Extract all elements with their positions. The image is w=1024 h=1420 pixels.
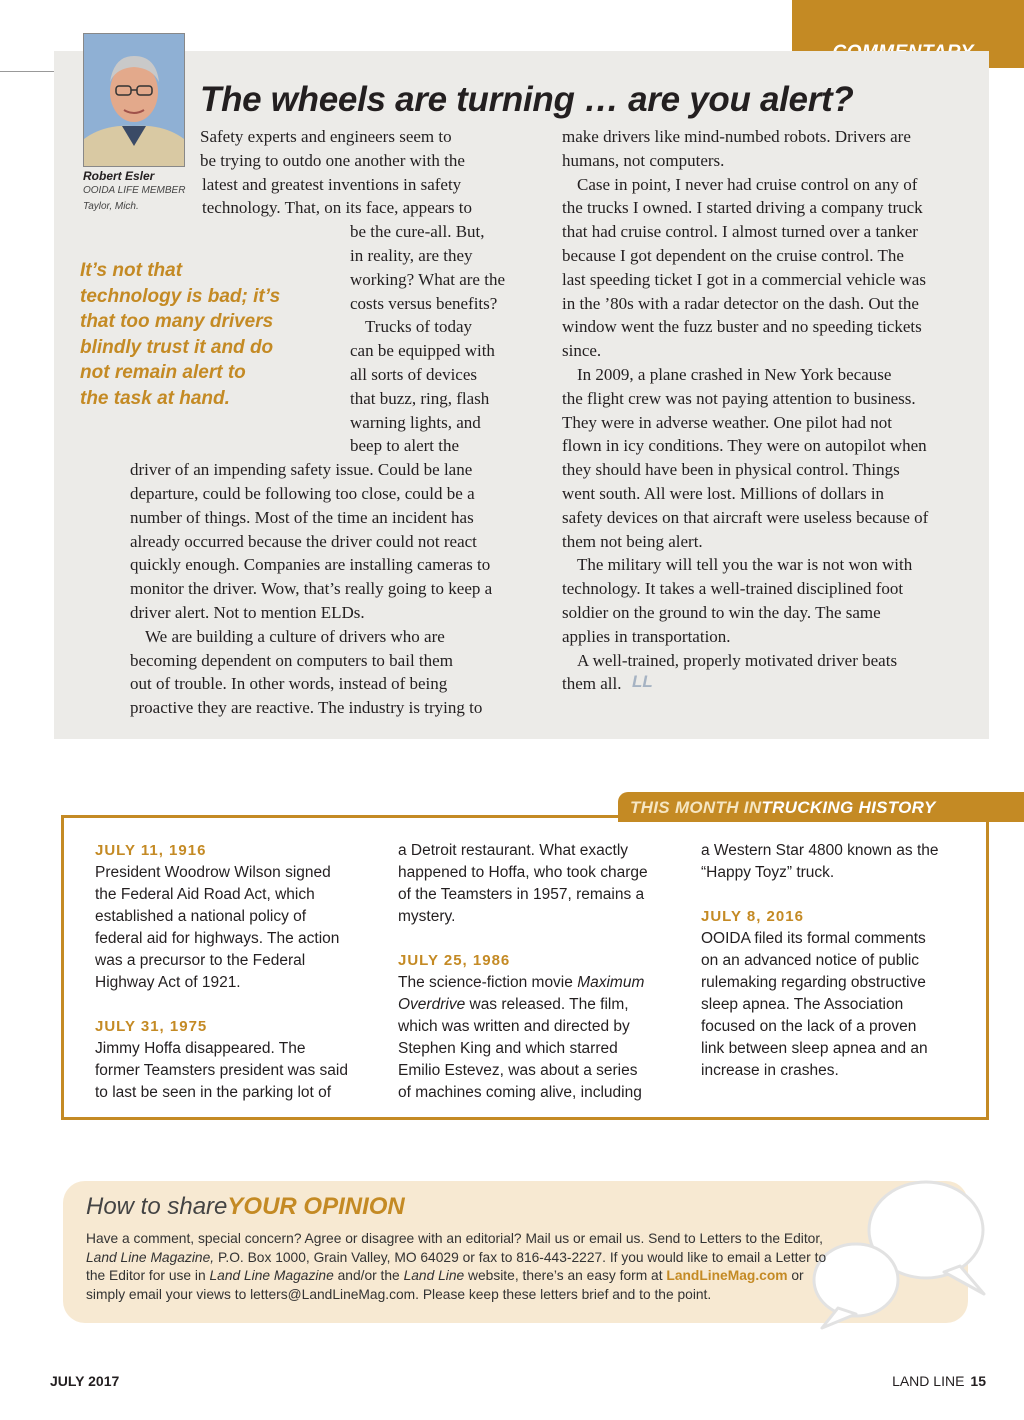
opinion-text: P.O. Box 1000, Grain Valley, MO 64029 or fax to 816-443-2227. If you would like to email a Letter to (214, 1249, 827, 1265)
history-title (630, 798, 936, 818)
article-line: can be equipped with (350, 341, 495, 361)
article-line: costs versus benefits? (350, 293, 498, 313)
article-line: since. (562, 341, 602, 361)
article-line: They were in adverse weather. One pilot had not (562, 412, 892, 432)
history-line: which was written and directed by (398, 1018, 630, 1035)
history-line: mystery. (398, 908, 456, 925)
article-line: applies in transportation. (562, 626, 731, 646)
article-line: warning lights, and (350, 412, 481, 432)
footer-issue: JULY 2017 (50, 1373, 120, 1389)
history-date: JULY 11, 1916 (95, 842, 207, 859)
article-line: humans, not computers. (562, 150, 725, 170)
article-line: soldier on the ground to win the day. The same (562, 603, 881, 622)
movie-title: Overdrive (398, 996, 466, 1013)
article-line: technology. It takes a well-trained disciplined foot (562, 579, 904, 599)
speech-bubbles-icon (808, 1168, 1004, 1336)
article-line: Trucks of today (365, 317, 473, 337)
article-line: went south. All were lost. Millions of dollars in (562, 484, 885, 503)
opinion-italic-magazine: Land Line Magazine (209, 1268, 334, 1283)
article-line: flown in icy conditions. They were on autopilot when (562, 436, 927, 456)
article-line: We are building a culture of drivers who are (145, 626, 445, 646)
article-line: last speeding ticket I got in a commercial vehicle was (562, 269, 926, 289)
opinion-text: the Editor for use in (86, 1268, 210, 1283)
history-line: focused on the lack of a proven (701, 1018, 917, 1035)
opinion-line: simply email your views to letters@LandLineMag.com. Please keep these letters brief and to the point. (86, 1286, 712, 1302)
history-line: of machines coming alive, including (398, 1084, 642, 1101)
history-line: The science-fiction movie Maximum (398, 974, 645, 991)
footer-magazine: LAND LINE (892, 1373, 965, 1389)
history-date: JULY 31, 1975 (95, 1018, 208, 1035)
history-line: a Western Star 4800 known as the (701, 842, 939, 859)
opinion-title-part-a: How to share (86, 1193, 228, 1220)
history-line: federal aid for highways. The action (95, 930, 340, 947)
article-line: driver of an impending safety issue. Could be lane (130, 460, 473, 480)
opinion-line: Have a comment, special concern? Agree or disagree with an editorial? Mail us or email us. Send to Letters to the Editor, (86, 1231, 823, 1246)
pull-quote-line: the task at hand. (80, 388, 230, 409)
article-line: them not being alert. (562, 531, 703, 551)
article-line: quickly enough. Companies are installing cameras to (130, 555, 491, 575)
article-line: proactive they are reactive. The industry is trying to (130, 698, 483, 718)
end-mark-icon: LL (632, 672, 653, 692)
history-line: was a precursor to the Federal (95, 952, 306, 969)
article-line: Case in point, I never had cruise control on any of (577, 174, 918, 194)
article-line: them all. (562, 674, 622, 694)
top-rule (0, 71, 54, 72)
article-line: safety devices on that aircraft were useless because of (562, 507, 929, 527)
history-line: of the Teamsters in 1957, remains a (398, 886, 645, 903)
article-line: out of trouble. In other words, instead of being (130, 674, 448, 694)
pull-quote-line: It’s not that (80, 260, 183, 281)
opinion-title-part-b: YOUR OPINION (227, 1193, 405, 1220)
article-line: that buzz, ring, flash (350, 388, 490, 408)
article-line: they should have been in physical control. Things (562, 460, 900, 480)
page-number: 15 (970, 1373, 986, 1389)
article-line: make drivers like mind-numbed robots. Drivers are (562, 127, 911, 146)
article-line: monitor the driver. Wow, that’s really going to keep a (130, 579, 493, 599)
article-line: Safety experts and engineers seem to (200, 127, 452, 146)
article-line: the flight crew was not paying attention to business. (562, 388, 916, 408)
history-line: President Woodrow Wilson signed (95, 864, 331, 881)
history-title-part-a: THIS MONTH IN (630, 798, 762, 817)
opinion-text: or (787, 1268, 804, 1283)
history-date: JULY 25, 1986 (398, 952, 511, 969)
history-title-part-b: TRUCKING HISTORY (761, 798, 936, 817)
history-date: JULY 8, 2016 (701, 908, 804, 925)
article-line: already occurred because the driver could not react (130, 531, 477, 551)
article-line: becoming dependent on computers to bail them (130, 650, 453, 670)
pull-quote-line: blindly trust it and do (80, 336, 274, 358)
article-line: in the ’80s with a radar detector on the dash. Out the (562, 293, 919, 313)
article-line: the trucks I owned. I started driving a company truck (562, 198, 923, 218)
opinion-line (86, 1267, 804, 1286)
history-line: Emilio Estevez, was about a series (398, 1062, 638, 1079)
history-line: to last be seen in the parking lot of (95, 1084, 332, 1101)
author-portrait-icon (84, 34, 184, 166)
history-line: Overdrive was released. The film, (398, 996, 629, 1013)
history-line: rulemaking regarding obstructive (701, 974, 926, 991)
article-line: be trying to outdo one another with the (200, 150, 465, 170)
footer-folio (892, 1373, 986, 1389)
opinion-title (86, 1193, 405, 1221)
article-line: in reality, are they (350, 246, 473, 265)
history-line: Highway Act of 1921. (95, 974, 241, 991)
article-line: all sorts of devices (350, 365, 477, 384)
author-photo (83, 33, 185, 167)
opinion-text: and/or the (333, 1268, 404, 1283)
article-line: beep to alert the (350, 436, 460, 456)
article-line: be the cure-all. But, (350, 222, 485, 242)
article-line: window went the fuzz buster and no speeding tickets (562, 317, 922, 337)
history-line: link between sleep apnea and an (701, 1040, 928, 1057)
article-line: number of things. Most of the time an incident has (130, 507, 474, 527)
history-header (618, 792, 1024, 822)
movie-title: Maximum (577, 974, 645, 991)
history-line: former Teamsters president was said (95, 1062, 348, 1079)
history-line: the Federal Aid Road Act, which (95, 886, 315, 903)
article-line: departure, could be following too close, could be a (130, 484, 475, 503)
history-line: happened to Hoffa, who took charge (398, 864, 648, 881)
pull-quote-line: technology is bad; it’s (80, 285, 281, 307)
article-line: because I got dependent on the cruise control. The (562, 246, 904, 265)
history-line: a Detroit restaurant. What exactly (398, 842, 629, 859)
history-line: Jimmy Hoffa disappeared. The (95, 1040, 306, 1057)
history-line: established a national policy of (95, 908, 307, 925)
history-line: OOIDA filed its formal comments (701, 930, 926, 947)
history-line: Stephen King and which starred (398, 1040, 618, 1057)
history-line: on an advanced notice of public (701, 952, 920, 969)
article-line: working? What are the (350, 269, 505, 289)
article-line: that had cruise control. I almost turned over a tanker (562, 222, 918, 242)
history-line: “Happy Toyz” truck. (701, 864, 835, 881)
article-line: driver alert. Not to mention ELDs. (130, 603, 365, 622)
author-location: Taylor, Mich. (83, 201, 139, 212)
landlinemag-link[interactable]: LandLineMag.com (666, 1268, 788, 1283)
article-line: latest and greatest inventions in safety (202, 174, 462, 194)
author-role: OOIDA LIFE MEMBER (83, 185, 186, 196)
article-line: A well-trained, properly motivated driver beats (577, 650, 898, 670)
history-line: sleep apnea. The Association (701, 996, 904, 1013)
article-line: technology. That, on its face, appears to (202, 198, 473, 218)
article-line: The military will tell you the war is not won with (577, 555, 913, 575)
pull-quote-line: that too many drivers (80, 311, 274, 333)
opinion-text: website, there’s an easy form at (464, 1268, 667, 1283)
author-name: Robert Esler (83, 169, 155, 183)
headline: The wheels are turning … are you alert? (200, 80, 854, 119)
article-line: In 2009, a plane crashed in New York because (577, 365, 892, 384)
opinion-italic-landline: Land Line (403, 1268, 465, 1283)
history-line: increase in crashes. (701, 1062, 839, 1079)
opinion-italic-magazine: Land Line Magazine, (86, 1249, 215, 1265)
opinion-line (86, 1249, 826, 1268)
pull-quote-line: not remain alert to (80, 362, 246, 384)
